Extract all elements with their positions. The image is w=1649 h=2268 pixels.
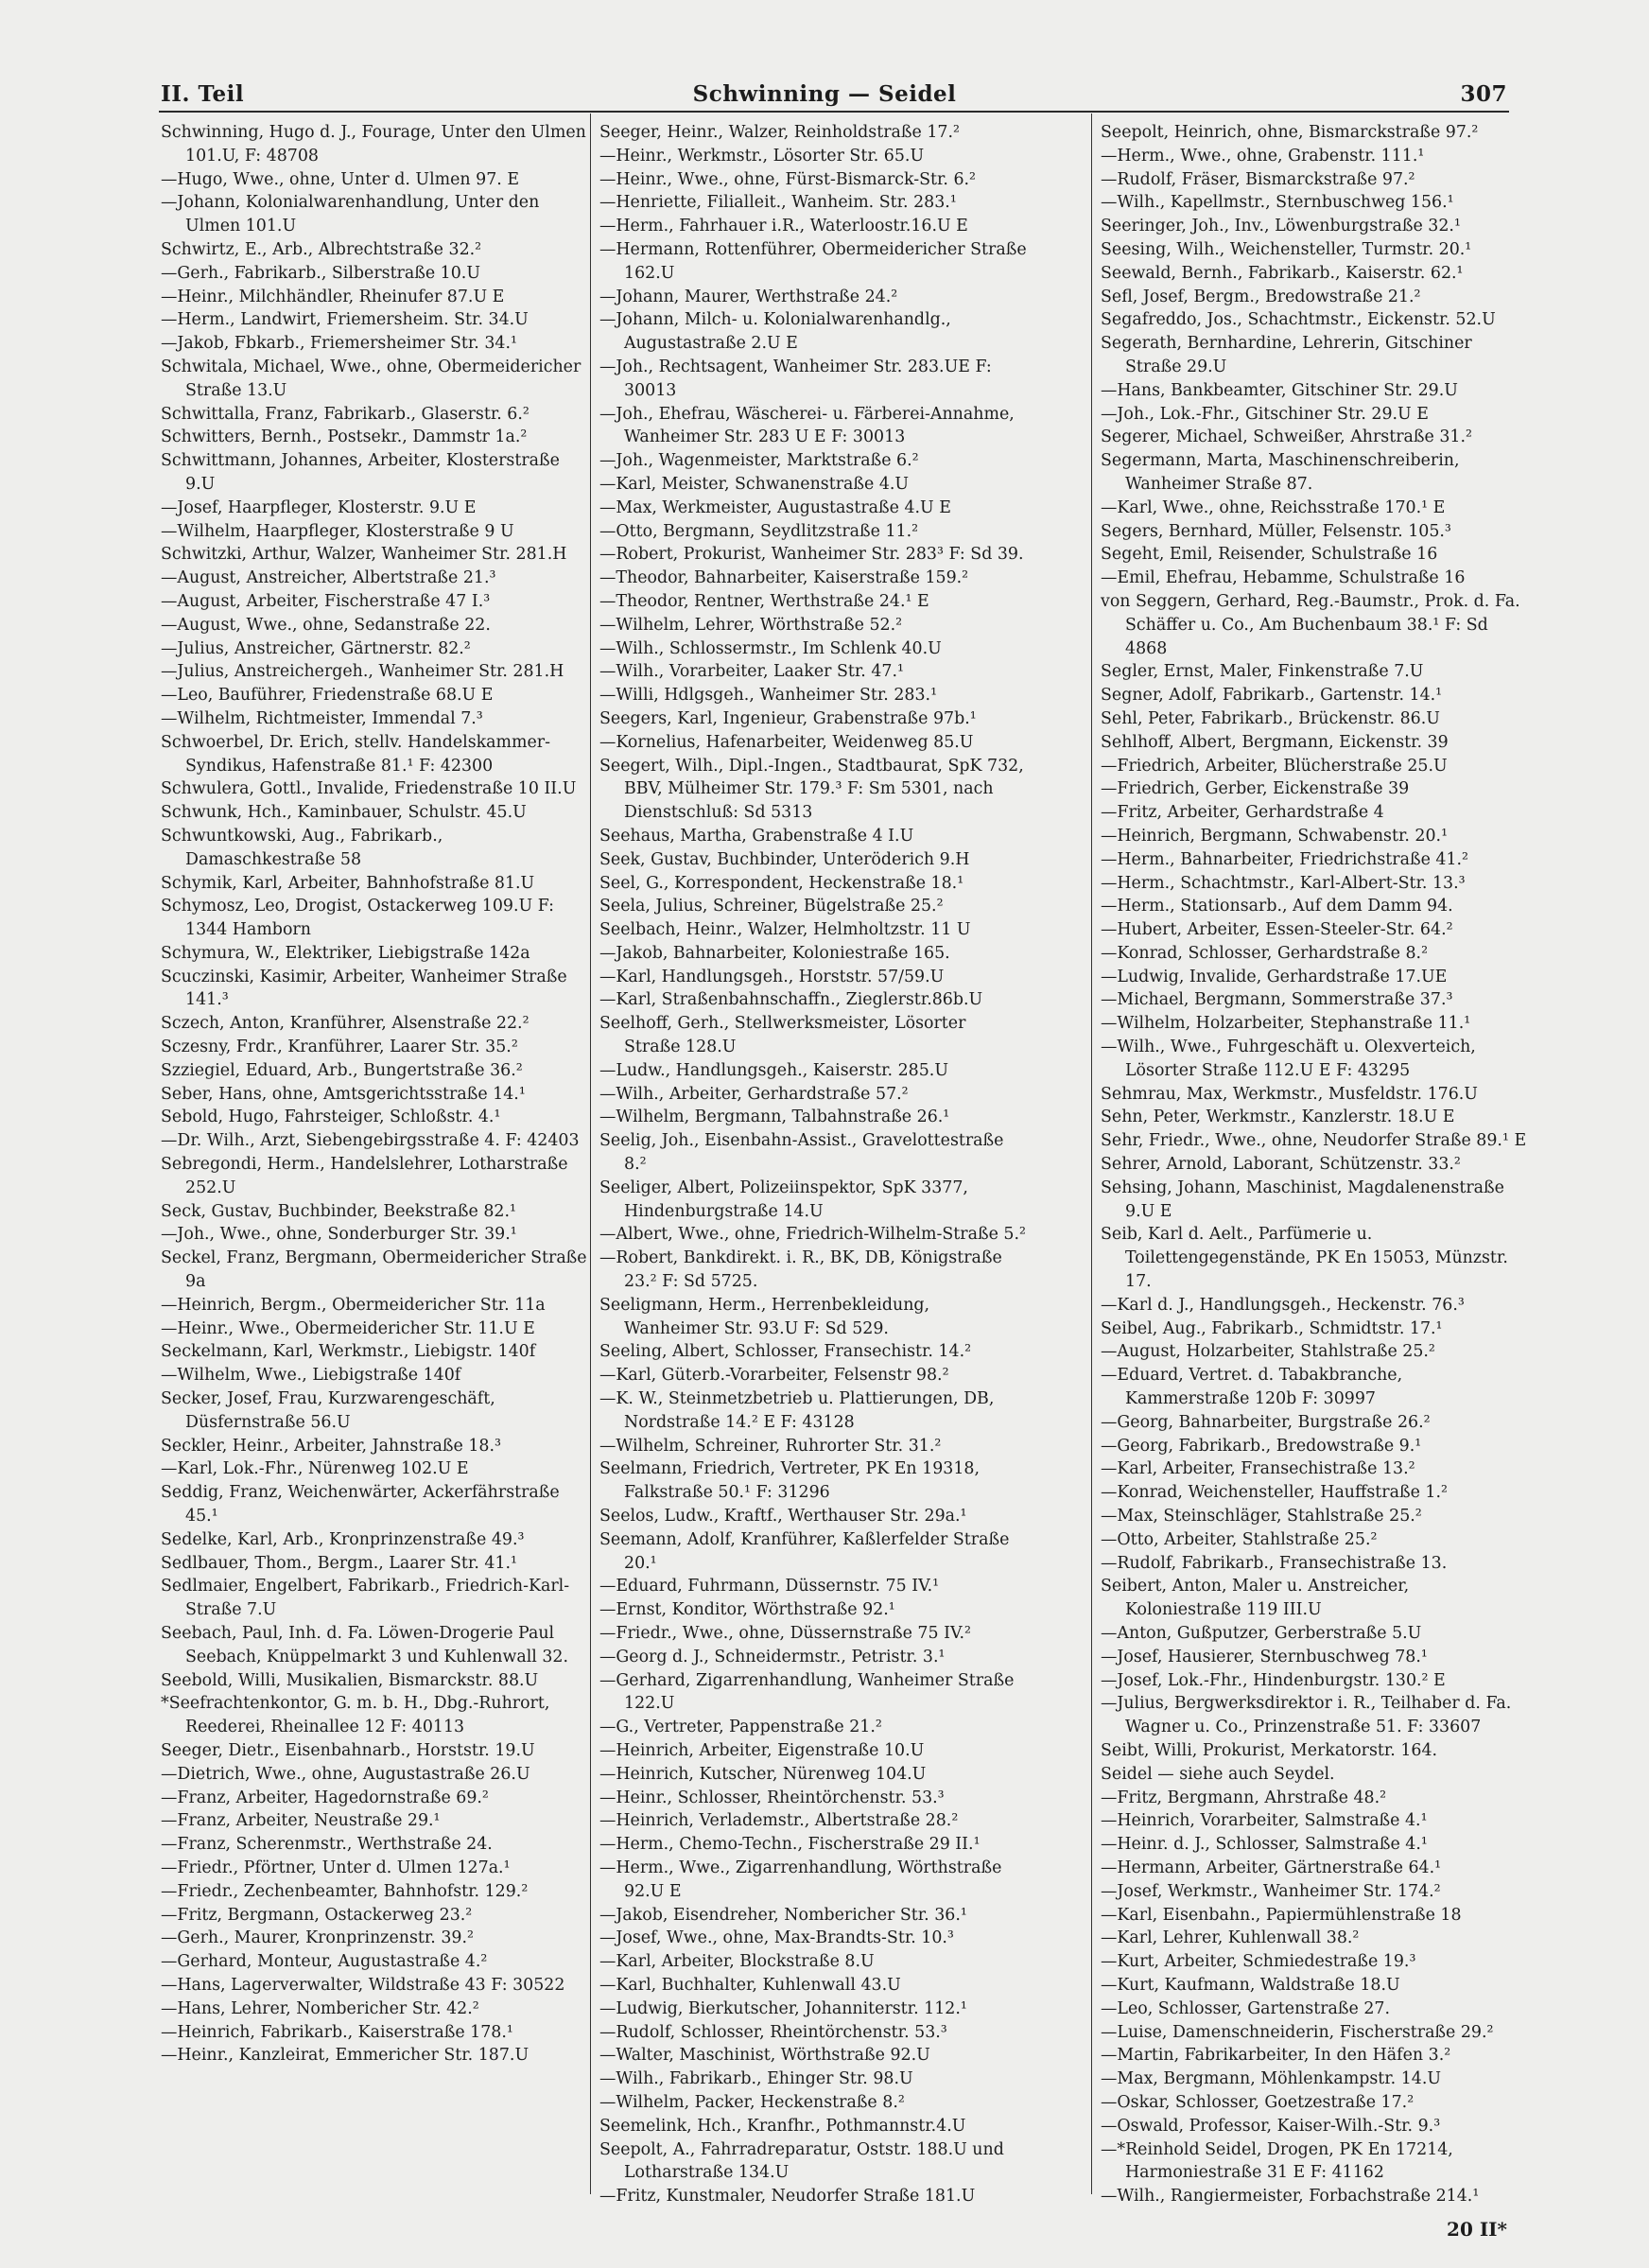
directory-entry: Sehn, Peter, Werkmstr., Kanzlerstr. 18.U E [1101, 1108, 1455, 1127]
directory-entry: —Karl d. J., Handlungsgeh., Heckenstr. 76.³ [1101, 1295, 1465, 1315]
directory-entry: —*Reinhold Seidel, Drogen, PK En 17214, Harmoniestraße 31 E F: 41162 [1101, 2139, 1453, 2183]
directory-entry: —Wilh., Rangiermeister, Forbachstraße 214.¹ [1101, 2187, 1480, 2207]
column-divider-1 [590, 113, 591, 2194]
directory-entry: Sczech, Anton, Kranführer, Alsenstraße 22.² [161, 1014, 529, 1034]
directory-entry: Seewald, Bernh., Fabrikarb., Kaiserstr. 62.¹ [1101, 263, 1464, 283]
directory-entry: —Heinr., Wwe., Obermeidericher Str. 11.U E [161, 1318, 535, 1338]
directory-entry: —Wilhelm, Holzarbeiter, Stephanstraße 11.¹ [1101, 1014, 1471, 1034]
directory-entry: Sedelke, Karl, Arb., Kronprinzenstraße 49.³ [161, 1529, 525, 1549]
directory-entry: —Josef, Lok.-Fhr., Hindenburgstr. 130.² E [1101, 1670, 1446, 1690]
directory-entry: —Robert, Prokurist, Wanheimer Str. 283³ F: Sd 39. [599, 545, 1024, 565]
directory-entry: Seebach, Paul, Inh. d. Fa. Löwen-Drogerie Paul Seebach, Knüppelmarkt 3 und Kuhlenwall 32. [161, 1624, 569, 1666]
directory-entry: Seehaus, Martha, Grabenstraße 4 I.U [599, 826, 914, 846]
directory-entry: Sehrer, Arnold, Laborant, Schützenstr. 33.² [1101, 1155, 1461, 1175]
directory-entry: —Karl, Lok.-Fhr., Nürenweg 102.U E [161, 1459, 469, 1479]
directory-entry: Seelhoff, Gerh., Stellwerksmeister, Lösorter Straße 128.U [599, 1014, 966, 1057]
directory-entry: —Heinr., Schlosser, Rheintörchenstr. 53.³ [599, 1788, 945, 1807]
directory-entry: Segler, Ernst, Maler, Finkenstraße 7.U [1101, 662, 1424, 682]
directory-entry: —Theodor, Rentner, Werthstraße 24.¹ E [599, 591, 929, 611]
directory-entry: —Fritz, Kunstmaler, Neudorfer Straße 181.U [599, 2187, 976, 2207]
directory-entry: —Walter, Maschinist, Wörthstraße 92.U [599, 2046, 930, 2066]
directory-entry: —Johann, Maurer, Werthstraße 24.² [599, 287, 898, 306]
directory-entry: Schwulera, Gottl., Invalide, Friedenstraße 10 II.U [161, 779, 577, 799]
directory-entry: Schymura, W., Elektriker, Liebigstraße 142a [161, 943, 530, 963]
directory-entry: Sehlhoff, Albert, Bergmann, Eickenstr. 39 [1101, 732, 1449, 752]
directory-entry: —Hans, Lagerverwalter, Wildstraße 43 F: 30522 [161, 1975, 565, 1995]
directory-entry: Schwunk, Hch., Kaminbauer, Schulstr. 45.U [161, 803, 527, 823]
directory-entry: —Ludw., Handlungsgeh., Kaiserstr. 285.U [599, 1060, 948, 1080]
directory-entry: —Johann, Milch- u. Kolonialwarenhandlg., Augustastraße 2.U E [599, 310, 951, 354]
directory-entry: Seeligmann, Herm., Herrenbekleidung, Wanheimer Str. 93.U F: Sd 529. [599, 1295, 930, 1338]
directory-entry: —Jakob, Eisendreher, Nombericher Str. 36.¹ [599, 1905, 967, 1925]
directory-entry: Seeger, Dietr., Eisenbahnarb., Horststr. 19.U [161, 1740, 535, 1760]
directory-entry: —Heinr., Milchhändler, Rheinufer 87.U E [161, 287, 505, 306]
directory-entry: Segeht, Emil, Reisender, Schulstraße 16 [1101, 545, 1438, 565]
directory-entry: —Willi, Hdlgsgeh., Wanheimer Str. 283.¹ [599, 686, 938, 706]
directory-entry: Schwuntkowski, Aug., Fabrikarb., Damaschkestraße 58 [161, 826, 443, 869]
directory-column-2 [599, 121, 1027, 2208]
directory-entry: Schwittmann, Johannes, Arbeiter, Klosterstraße 9.U [161, 451, 560, 494]
directory-entry: —Gerhard, Monteur, Augustastraße 4.² [161, 1952, 488, 1972]
directory-entry: Segerer, Michael, Schweißer, Ahrstraße 31.² [1101, 427, 1472, 447]
directory-entry: —Wilh., Wwe., Fuhrgeschäft u. Olexverteich, Lösorter Straße 112.U E F: 43295 [1101, 1038, 1476, 1080]
directory-entry: —Emil, Ehefrau, Hebamme, Schulstraße 16 [1101, 568, 1466, 588]
directory-entry: —Kurt, Arbeiter, Schmiedestraße 19.³ [1101, 1952, 1416, 1972]
directory-entry: —Karl, Eisenbahn., Papiermühlenstraße 18 [1101, 1905, 1462, 1925]
directory-entry: —Hubert, Arbeiter, Essen-Steeler-Str. 64.² [1101, 920, 1453, 940]
directory-entry: Sebold, Hugo, Fahrsteiger, Schloßstr. 4.¹ [161, 1108, 501, 1127]
directory-entry: —Heinrich, Vorarbeiter, Salmstraße 4.¹ [1101, 1811, 1428, 1831]
directory-entry: —Karl, Handlungsgeh., Horststr. 57/59.U [599, 967, 945, 986]
directory-entry: —Heinrich, Fabrikarb., Kaiserstraße 178.¹ [161, 2022, 513, 2042]
directory-entry: —Rudolf, Fräser, Bismarckstraße 97.² [1101, 169, 1415, 189]
directory-entry: —Wilhelm, Richtmeister, Immendal 7.³ [161, 708, 483, 728]
directory-entry: —Rudolf, Fabrikarb., Fransechistraße 13. [1101, 1553, 1448, 1573]
directory-entry: —Friedr., Wwe., ohne, Düssernstraße 75 IV.² [599, 1624, 971, 1643]
directory-entry: —Oskar, Schlosser, Goetzestraße 17.² [1101, 2092, 1415, 2112]
directory-entry: —Karl, Güterb.-Vorarbeiter, Felsenstr 98.² [599, 1366, 949, 1386]
directory-entry: —Wilhelm, Lehrer, Wörthstraße 52.² [599, 615, 903, 635]
directory-entry: —Fritz, Bergmann, Ostackerweg 23.² [161, 1905, 473, 1925]
part-label: II. Teil [161, 81, 245, 107]
directory-entry: —Kornelius, Hafenarbeiter, Weidenweg 85.U [599, 732, 974, 752]
directory-entry: —Herm., Wwe., Zigarrenhandlung, Wörthstraße 92.U E [599, 1858, 1002, 1901]
directory-entry: —Fritz, Arbeiter, Gerhardstraße 4 [1101, 803, 1384, 823]
directory-entry: —August, Arbeiter, Fischerstraße 47 I.³ [161, 591, 491, 611]
directory-entry: —Kurt, Kaufmann, Waldstraße 18.U [1101, 1975, 1400, 1995]
directory-entry: —Max, Steinschläger, Stahlstraße 25.² [1101, 1507, 1422, 1527]
directory-entry: —Max, Bergmann, Möhlenkampstr. 14.U [1101, 2069, 1442, 2089]
directory-entry: —Dr. Wilh., Arzt, Siebengebirgsstraße 4. F: 42403 [161, 1131, 580, 1151]
directory-entry: —Konrad, Schlosser, Gerhardstraße 8.² [1101, 943, 1429, 963]
directory-entry: —Joh., Wagenmeister, Marktstraße 6.² [599, 451, 919, 471]
directory-entry: —Albert, Wwe., ohne, Friedrich-Wilhelm-Straße 5.² [599, 1225, 1026, 1245]
directory-entry: Seelig, Joh., Eisenbahn-Assist., Gravelottestraße 8.² [599, 1131, 1004, 1175]
directory-entry: Seemann, Adolf, Kranführer, Kaßlerfelder Straße 20.¹ [599, 1529, 1010, 1573]
directory-entry: —Ernst, Konditor, Wörthstraße 92.¹ [599, 1600, 895, 1620]
directory-entry: —Fritz, Bergmann, Ahrstraße 48.² [1101, 1788, 1387, 1807]
directory-entry: Sehsing, Johann, Maschinist, Magdalenenstraße 9.U E [1101, 1178, 1504, 1221]
directory-entry: Schwittalla, Franz, Fabrikarb., Glaserstr. 6.² [161, 404, 529, 424]
directory-entry: —Herm., Chemo-Techn., Fischerstraße 29 II.¹ [599, 1835, 981, 1855]
directory-entry: Schymosz, Leo, Drogist, Ostackerweg 109.U F: 1344 Hamborn [161, 897, 555, 940]
directory-entry: Sehmrau, Max, Werkmstr., Musfeldstr. 176.U [1101, 1084, 1478, 1104]
directory-entry: —Wilh., Arbeiter, Gerhardstraße 57.² [599, 1084, 909, 1104]
directory-entry: —Herm., Landwirt, Friemersheim. Str. 34.U [161, 310, 529, 330]
directory-entry: —Heinrich, Kutscher, Nürenweg 104.U [599, 1764, 927, 1784]
directory-entry: —Oswald, Professor, Kaiser-Wilh.-Str. 9.³ [1101, 2116, 1441, 2136]
directory-entry: —Otto, Arbeiter, Stahlstraße 25.² [1101, 1529, 1378, 1549]
directory-entry: Seek, Gustav, Buchbinder, Unteröderich 9.H [599, 849, 970, 869]
directory-column-3 [1101, 121, 1528, 2208]
directory-entry: Schwitters, Bernh., Postsekr., Dammstr 1a.² [161, 427, 528, 447]
directory-entry: Seber, Hans, ohne, Amtsgerichtsstraße 14.¹ [161, 1084, 526, 1104]
page-number: 307 [1460, 81, 1507, 107]
directory-entry: —Josef, Hausierer, Sternbuschweg 78.¹ [1101, 1647, 1428, 1666]
directory-entry: —Ludwig, Invalide, Gerhardstraße 17.UE [1101, 967, 1448, 986]
directory-entry: —Josef, Werkmstr., Wanheimer Str. 174.² [1101, 1881, 1441, 1901]
directory-entry: —Max, Werkmeister, Augustastraße 4.U E [599, 497, 951, 517]
directory-entry: —Theodor, Bahnarbeiter, Kaiserstraße 159.² [599, 568, 969, 588]
directory-entry: —Joh., Rechtsagent, Wanheimer Str. 283.UE F: 30013 [599, 357, 992, 400]
directory-entry: —Michael, Bergmann, Sommerstraße 37.³ [1101, 990, 1453, 1010]
directory-entry: —Hugo, Wwe., ohne, Unter d. Ulmen 97. E [161, 169, 520, 189]
directory-entry: Seelmann, Friedrich, Vertreter, PK En 19318, Falkstraße 50.¹ F: 31296 [599, 1459, 981, 1503]
directory-entry: von Seggern, Gerhard, Reg.-Baumstr., Prok. d. Fa. Schäffer u. Co., Am Buchenbaum 38.¹ F: Sd 4868 [1101, 591, 1520, 658]
directory-entry: —Joh., Lok.-Fhr., Gitschiner Str. 29.U E [1101, 404, 1429, 424]
column-divider-2 [1091, 113, 1092, 2194]
directory-entry: —Luise, Damenschneiderin, Fischerstraße 29.² [1101, 2022, 1494, 2042]
directory-entry: —Julius, Anstreicher, Gärtnerstr. 82.² [161, 638, 471, 658]
directory-entry: —Heinrich, Bergmann, Schwabenstr. 20.¹ [1101, 826, 1449, 846]
directory-entry: —Otto, Bergmann, Seydlitzstraße 11.² [599, 521, 919, 541]
directory-entry: —Franz, Arbeiter, Hagedornstraße 69.² [161, 1788, 489, 1807]
directory-entry: —Johann, Kolonialwarenhandlung, Unter den Ulmen 101.U [161, 193, 540, 236]
directory-entry: —Georg, Bahnarbeiter, Burgstraße 26.² [1101, 1412, 1431, 1432]
directory-entry: Seckler, Heinr., Arbeiter, Jahnstraße 18.³ [161, 1436, 501, 1456]
directory-entry: —Josef, Haarpfleger, Klosterstr. 9.U E [161, 497, 477, 517]
directory-entry: —Hans, Bankbeamter, Gitschiner Str. 29.U [1101, 380, 1458, 400]
directory-entry: Seelbach, Heinr., Walzer, Helmholtzstr. 11 U [599, 920, 971, 940]
directory-entry: —Karl, Wwe., ohne, Reichsstraße 170.¹ E [1101, 497, 1446, 517]
directory-entry: Sedlmaier, Engelbert, Fabrikarb., Friedrich-Karl-Straße 7.U [161, 1577, 570, 1620]
directory-entry: Schymik, Karl, Arbeiter, Bahnhofstraße 81.U [161, 873, 535, 893]
directory-entry: —Wilh., Vorarbeiter, Laaker Str. 47.¹ [599, 662, 904, 682]
directory-entry: —August, Anstreicher, Albertstraße 21.³ [161, 568, 496, 588]
directory-entry: —Herm., Stationsarb., Auf dem Damm 94. [1101, 897, 1453, 916]
directory-entry: —Heinrich, Verlademstr., Albertstraße 28.² [599, 1811, 959, 1831]
directory-entry: —Franz, Arbeiter, Neustraße 29.¹ [161, 1811, 441, 1831]
directory-entry: —August, Wwe., ohne, Sedanstraße 22. [161, 615, 491, 635]
directory-entry: Segerath, Bernhardine, Lehrerin, Gitschiner Straße 29.U [1101, 334, 1472, 376]
directory-entry: Szziegiel, Eduard, Arb., Bungertstraße 36.² [161, 1060, 523, 1080]
directory-entry: —Gerhard, Zigarrenhandlung, Wanheimer Straße 122.U [599, 1670, 1015, 1714]
directory-entry: —Georg d. J., Schneidermstr., Petristr. 3.¹ [599, 1647, 946, 1666]
directory-entry: —K. W., Steinmetzbetrieb u. Plattierungen, DB, Nordstraße 14.² E F: 43128 [599, 1389, 995, 1432]
directory-entry: —Friedr., Zechenbeamter, Bahnhofstr. 129.² [161, 1881, 529, 1901]
directory-entry: —Jakob, Bahnarbeiter, Koloniestraße 165. [599, 943, 950, 963]
directory-entry: *Seefrachtenkontor, G. m. b. H., Dbg.-Ruhrort, Reederei, Rheinallee 12 F: 40113 [161, 1694, 550, 1737]
directory-entry: —Herm., Bahnarbeiter, Friedrichstraße 41.² [1101, 849, 1469, 869]
directory-entry: —Konrad, Weichensteller, Hauffstraße 1.² [1101, 1483, 1448, 1503]
directory-entry: —Eduard, Fuhrmann, Düssernstr. 75 IV.¹ [599, 1577, 940, 1596]
directory-entry: —Hermann, Arbeiter, Gärtnerstraße 64.¹ [1101, 1858, 1442, 1877]
directory-entry: —Karl, Arbeiter, Fransechistraße 13.² [1101, 1459, 1415, 1479]
directory-entry: Seidel — siehe auch Seydel. [1101, 1764, 1335, 1784]
directory-entry: —Hans, Lehrer, Nombericher Str. 42.² [161, 1998, 479, 2018]
directory-entry: —Karl, Meister, Schwanenstraße 4.U [599, 474, 910, 494]
directory-entry: —Friedrich, Arbeiter, Blücherstraße 25.U [1101, 756, 1448, 776]
directory-entry: Seebold, Willi, Musikalien, Bismarckstr. 88.U [161, 1670, 539, 1690]
directory-entry: Seesing, Wilh., Weichensteller, Turmstr. 20.¹ [1101, 239, 1472, 259]
directory-entry: Seib, Karl d. Aelt., Parfümerie u. Toilettengegenstände, PK En 15053, Münzstr. 17. [1101, 1225, 1508, 1292]
directory-entry: Seeliger, Albert, Polizeiinspektor, SpK 3377, Hindenburgstraße 14.U [599, 1178, 968, 1221]
directory-entry: Sehr, Friedr., Wwe., ohne, Neudorfer Straße 89.¹ E [1101, 1131, 1527, 1151]
directory-entry: —Henriette, Filialleit., Wanheim. Str. 283.¹ [599, 193, 957, 213]
directory-entry: —Wilhelm, Bergmann, Talbahnstraße 26.¹ [599, 1108, 950, 1127]
directory-entry: Sczesny, Frdr., Kranführer, Laarer Str. 35.² [161, 1038, 518, 1057]
directory-entry: Secker, Josef, Frau, Kurzwarengeschäft, Düsfernstraße 56.U [161, 1389, 495, 1432]
directory-entry: —Gerh., Maurer, Kronprinzenstr. 39.² [161, 1928, 474, 1948]
directory-entry: Scuczinski, Kasimir, Arbeiter, Wanheimer Straße 141.³ [161, 967, 567, 1010]
directory-entry: —Leo, Schlosser, Gartenstraße 27. [1101, 1998, 1390, 2018]
directory-entry: Schwirtz, E., Arb., Albrechtstraße 32.² [161, 239, 482, 259]
directory-entry: —Wilh., Kapellmstr., Sternbuschweg 156.¹ [1101, 193, 1454, 213]
directory-entry: Seeringer, Joh., Inv., Löwenburgstraße 32.¹ [1101, 217, 1461, 236]
directory-entry: —Heinrich, Arbeiter, Eigenstraße 10.U [599, 1740, 925, 1760]
directory-entry: Seela, Julius, Schreiner, Bügelstraße 25.² [599, 897, 944, 916]
directory-entry: —August, Holzarbeiter, Stahlstraße 25.² [1101, 1342, 1435, 1362]
directory-entry: Seckel, Franz, Bergmann, Obermeidericher Straße 9a [161, 1248, 587, 1292]
directory-entry: —Joh., Wwe., ohne, Sonderburger Str. 39.¹ [161, 1225, 517, 1245]
directory-entry: —Wilhelm, Schreiner, Ruhrorter Str. 31.² [599, 1436, 942, 1456]
directory-entry: —Karl, Buchhalter, Kuhlenwall 43.U [599, 1975, 901, 1995]
directory-entry: Segermann, Marta, Maschinenschreiberin, Wanheimer Straße 87. [1101, 451, 1460, 494]
directory-entry: Seel, G., Korrespondent, Heckenstraße 18.¹ [599, 873, 964, 893]
directory-entry: —Gerh., Fabrikarb., Silberstraße 10.U [161, 263, 480, 283]
header-rule [159, 111, 1509, 113]
directory-entry: —Heinr., Wwe., ohne, Fürst-Bismarck-Str. 6.² [599, 169, 977, 189]
directory-entry: —Dietrich, Wwe., ohne, Augustastraße 26.U [161, 1764, 530, 1784]
directory-entry: —Wilh., Fabrikarb., Ehinger Str. 98.U [599, 2069, 913, 2089]
directory-entry: Seck, Gustav, Buchbinder, Beekstraße 82.¹ [161, 1201, 516, 1221]
directory-entry: —Joh., Ehefrau, Wäscherei- u. Färberei-Annahme, Wanheimer Str. 283 U E F: 30013 [599, 404, 1015, 447]
directory-entry: Seepolt, A., Fahrradreparatur, Oststr. 188.U und Lotharstraße 134.U [599, 2139, 1004, 2183]
directory-entry: Segers, Bernhard, Müller, Felsenstr. 105.³ [1101, 521, 1451, 541]
directory-entry: —Herm., Schachtmstr., Karl-Albert-Str. 13.³ [1101, 873, 1466, 893]
directory-entry: —Robert, Bankdirekt. i. R., BK, DB, Königstraße 23.² F: Sd 5725. [599, 1248, 1002, 1292]
directory-entry: —Jakob, Fbkarb., Friemersheimer Str. 34.¹ [161, 334, 517, 354]
directory-entry: Seeger, Heinr., Walzer, Reinholdstraße 17.² [599, 123, 960, 142]
directory-entry: —Leo, Bauführer, Friedenstraße 68.U E [161, 686, 494, 706]
directory-entry: —Anton, Gußputzer, Gerberstraße 5.U [1101, 1624, 1422, 1643]
directory-entry: —Rudolf, Schlosser, Rheintörchenstr. 53.³ [599, 2022, 947, 2042]
directory-entry: Seepolt, Heinrich, ohne, Bismarckstraße 97.² [1101, 123, 1479, 142]
directory-entry: —Eduard, Vertret. d. Tabakbranche, Kammerstraße 120b F: 30997 [1101, 1366, 1403, 1409]
directory-entry: —Martin, Fabrikarbeiter, In den Häfen 3.² [1101, 2046, 1451, 2066]
directory-entry: —Karl, Lehrer, Kuhlenwall 38.² [1101, 1928, 1360, 1948]
directory-entry: —Julius, Bergwerksdirektor i. R., Teilhaber d. Fa. Wagner u. Co., Prinzenstraße 51. F: 33607 [1101, 1694, 1512, 1737]
directory-entry: —Wilhelm, Wwe., Liebigstraße 140f [161, 1366, 461, 1386]
directory-entry: —Julius, Anstreichergeh., Wanheimer Str. 281.H [161, 662, 564, 682]
directory-entry: Schwinning, Hugo d. J., Fourage, Unter den Ulmen 101.U, F: 48708 [161, 123, 586, 166]
directory-entry: —Josef, Wwe., ohne, Max-Brandts-Str. 10.³ [599, 1928, 954, 1948]
directory-entry: Schwitzki, Arthur, Walzer, Wanheimer Str. 281.H [161, 545, 567, 565]
directory-entry: —Karl, Arbeiter, Blockstraße 8.U [599, 1952, 875, 1972]
directory-entry: Seddig, Franz, Weichenwärter, Ackerfährstraße 45.¹ [161, 1483, 560, 1527]
directory-entry: —Wilhelm, Haarpfleger, Klosterstraße 9 U [161, 521, 514, 541]
directory-entry: Sedlbauer, Thom., Bergm., Laarer Str. 41.¹ [161, 1553, 518, 1573]
directory-entry: —Friedr., Pförtner, Unter d. Ulmen 127a.¹ [161, 1858, 511, 1877]
directory-entry: —Friedrich, Gerber, Eickenstraße 39 [1101, 779, 1410, 799]
directory-entry: —Heinr., Kanzleirat, Emmericher Str. 187.U [161, 2046, 529, 2066]
directory-entry: —Herm., Fahrhauer i.R., Waterloostr.16.U E [599, 217, 968, 236]
directory-entry: Segafreddo, Jos., Schachtmstr., Eickenstr. 52.U [1101, 310, 1496, 330]
signature-mark: 20 II* [1447, 2218, 1507, 2241]
directory-column-1 [161, 121, 588, 2067]
directory-entry: Seibert, Anton, Maler u. Anstreicher, Koloniestraße 119 III.U [1101, 1577, 1410, 1620]
directory-entry: —Heinr. d. J., Schlosser, Salmstraße 4.¹ [1101, 1835, 1428, 1855]
page-running-title: Schwinning — Seidel [692, 81, 957, 107]
directory-entry: Sefl, Josef, Bergm., Bredowstraße 21.² [1101, 287, 1421, 306]
directory-entry: Seelos, Ludw., Kraftf., Werthauser Str. 29a.¹ [599, 1507, 967, 1527]
directory-entry: Seibt, Willi, Prokurist, Merkatorstr. 164. [1101, 1740, 1438, 1760]
directory-entry: —Heinr., Werkmstr., Lösorter Str. 65.U [599, 146, 925, 166]
directory-entry: —G., Vertreter, Pappenstraße 21.² [599, 1718, 882, 1737]
directory-entry: Seeling, Albert, Schlosser, Fransechistr. 14.² [599, 1342, 972, 1362]
directory-entry: Sehl, Peter, Fabrikarb., Brückenstr. 86.U [1101, 708, 1440, 728]
directory-entry: —Wilh., Schlossermstr., Im Schlenk 40.U [599, 638, 942, 658]
directory-entry: Seemelink, Hch., Kranfhr., Pothmannstr.4.U [599, 2116, 966, 2136]
directory-entry: —Georg, Fabrikarb., Bredowstraße 9.¹ [1101, 1436, 1422, 1456]
directory-entry: —Karl, Straßenbahnschaffn., Zieglerstr.86b.U [599, 990, 983, 1010]
directory-entry: —Franz, Scherenmstr., Werthstraße 24. [161, 1835, 493, 1855]
directory-entry: Seckelmann, Karl, Werkmstr., Liebigstr. 140f [161, 1342, 536, 1362]
directory-entry: —Ludwig, Bierkutscher, Johanniterstr. 112.¹ [599, 1998, 967, 2018]
directory-entry: —Hermann, Rottenführer, Obermeidericher Straße 162.U [599, 239, 1027, 283]
directory-entry: Sebregondi, Herm., Handelslehrer, Lotharstraße 252.U [161, 1155, 568, 1197]
directory-entry: Schwoerbel, Dr. Erich, stellv. Handelskammer-Syndikus, Hafenstraße 81.¹ F: 42300 [161, 732, 550, 776]
directory-entry: —Heinrich, Bergm., Obermeidericher Str. 11a [161, 1295, 546, 1315]
directory-entry: Seegers, Karl, Ingenieur, Grabenstraße 97b.¹ [599, 708, 977, 728]
directory-entry: Seibel, Aug., Fabrikarb., Schmidtstr. 17.¹ [1101, 1318, 1443, 1338]
directory-entry: —Herm., Wwe., ohne, Grabenstr. 111.¹ [1101, 146, 1425, 166]
directory-entry: Seegert, Wilh., Dipl.-Ingen., Stadtbaurat, SpK 732, BBV, Mülheimer Str. 179.³ F: Sm 5301, nach Dienstschluß: Sd 5313 [599, 756, 1024, 823]
directory-entry: Segner, Adolf, Fabrikarb., Gartenstr. 14.¹ [1101, 686, 1443, 706]
directory-entry: Schwitala, Michael, Wwe., ohne, Obermeidericher Straße 13.U [161, 357, 581, 400]
directory-entry: —Wilhelm, Packer, Heckenstraße 8.² [599, 2092, 905, 2112]
